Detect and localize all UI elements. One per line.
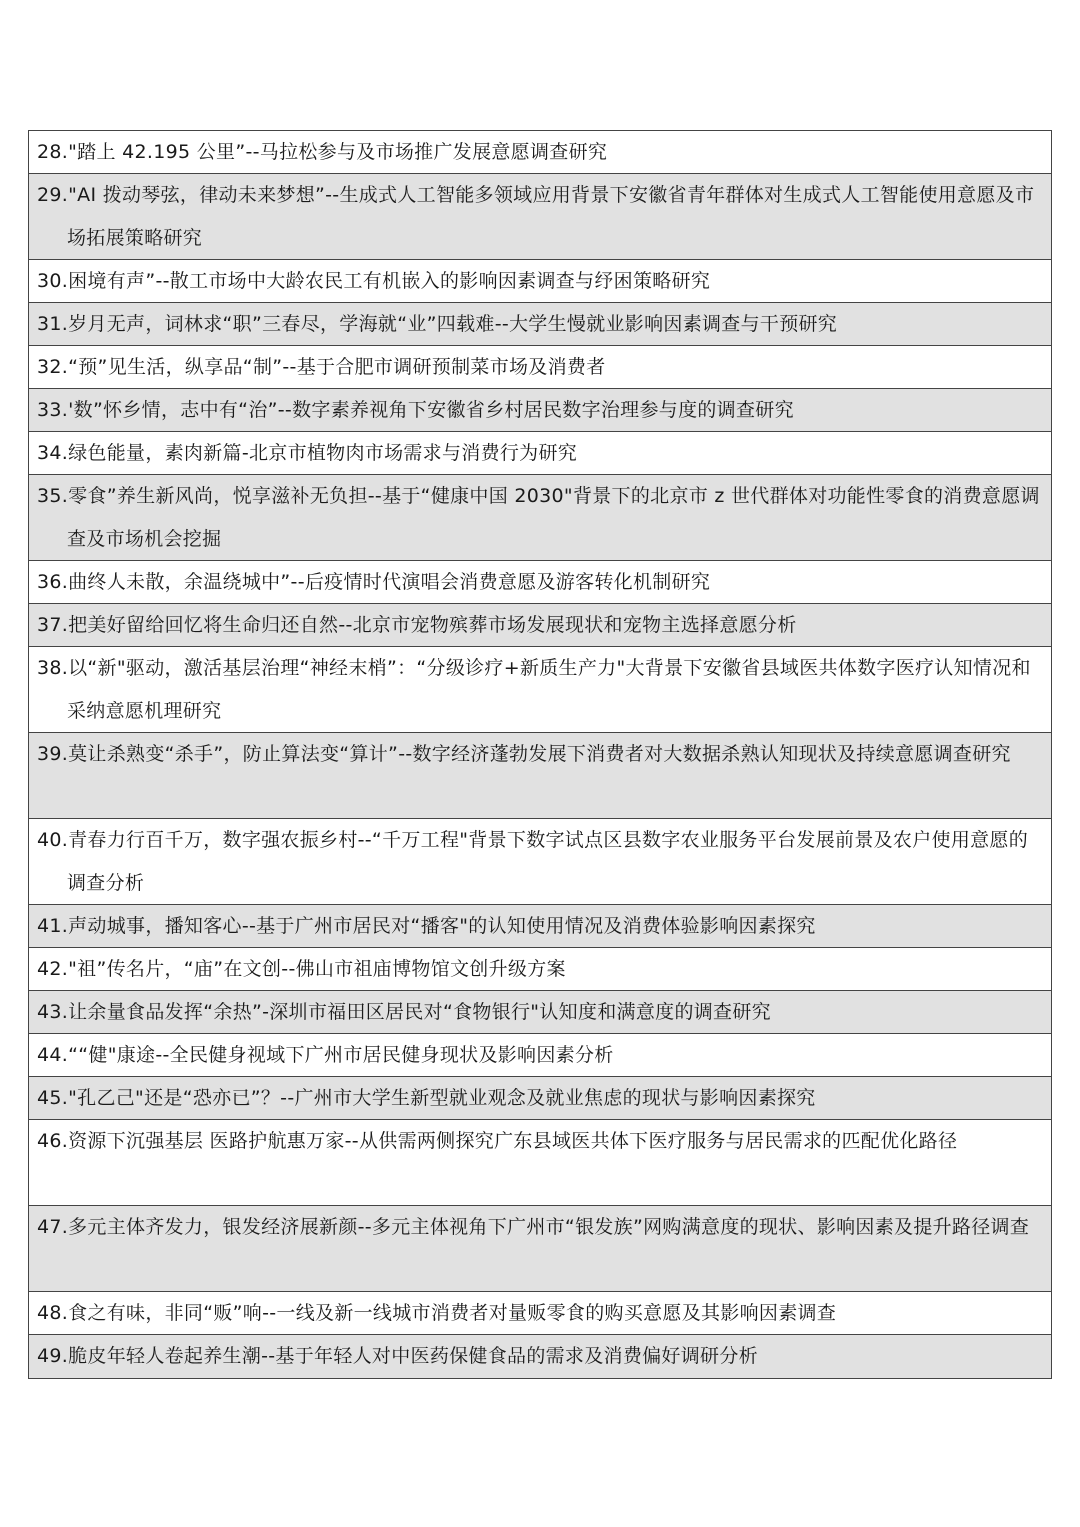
list-item: 33.'数”怀乡情，志中有“治”--数字素养视角下安徽省乡村居民数字治理参与度的调查研究 [29, 389, 1051, 432]
list-item: 41.声动城事，播知客心--基于广州市居民对“播客"的认知使用情况及消费体验影响因素探究 [29, 905, 1051, 948]
list-item: 38.以“新"驱动，激活基层治理“神经末梢”：“分级诊疗+新质生产力"大背景下安徽省县域医共体数字医疗认知情况和采纳意愿机理研究 [29, 647, 1051, 733]
list-item: 42."祖”传名片，“庙”在文创--佛山市祖庙博物馆文创升级方案 [29, 948, 1051, 991]
list-item: 36.曲终人未散，余温绕城中”--后疫情时代演唱会消费意愿及游客转化机制研究 [29, 561, 1051, 604]
list-item: 49.脆皮年轻人卷起养生潮--基于年轻人对中医药保健食品的需求及消费偏好调研分析 [29, 1335, 1051, 1378]
list-item: 44.““健"康途--全民健身视域下广州市居民健身现状及影响因素分析 [29, 1034, 1051, 1077]
list-item: 46.资源下沉强基层 医路护航惠万家--从供需两侧探究广东县域医共体下医疗服务与居民需求的匹配优化路径 [29, 1120, 1051, 1206]
list-item: 37.把美好留给回忆将生命归还自然--北京市宠物殡葬市场发展现状和宠物主选择意愿分析 [29, 604, 1051, 647]
list-item: 40.青春力行百千万，数字强农振乡村--“千万工程"背景下数字试点区县数字农业服务平台发展前景及农户使用意愿的调查分析 [29, 819, 1051, 905]
list-item: 43.让余量食品发挥“余热”-深圳市福田区居民对“食物银行"认知度和满意度的调查研究 [29, 991, 1051, 1034]
list-item: 47.多元主体齐发力，银发经济展新颜--多元主体视角下广州市“银发族”网购满意度的现状、影响因素及提升路径调查 [29, 1206, 1051, 1292]
list-item: 45."孔乙己"还是“恐亦已”？--广州市大学生新型就业观念及就业焦虑的现状与影响因素探究 [29, 1077, 1051, 1120]
list-item: 39.莫让杀熟变“杀手”，防止算法变“算计”--数字经济蓬勃发展下消费者对大数据杀熟认知现状及持续意愿调查研究 [29, 733, 1051, 819]
list-item: 35.零食”养生新风尚，悦享滋补无负担--基于“健康中国 2030"背景下的北京市 z 世代群体对功能性零食的消费意愿调查及市场机会挖掘 [29, 475, 1051, 561]
list-item: 30.困境有声”--散工市场中大龄农民工有机嵌入的影响因素调查与纾困策略研究 [29, 260, 1051, 303]
list-item: 34.绿色能量，素肉新篇-北京市植物肉市场需求与消费行为研究 [29, 432, 1051, 475]
topic-list-table [28, 130, 1052, 1379]
list-item: 29."AI 拨动琴弦，律动未来梦想”--生成式人工智能多领域应用背景下安徽省青年群体对生成式人工智能使用意愿及市场拓展策略研究 [29, 174, 1051, 260]
list-item: 28."踏上 42.195 公里”--马拉松参与及市场推广发展意愿调查研究 [29, 131, 1051, 174]
list-item: 32.“预”见生活，纵享品“制”--基于合肥市调研预制菜市场及消费者 [29, 346, 1051, 389]
list-item: 31.岁月无声，词林求“职”三春尽，学海就“业”四载难--大学生慢就业影响因素调查与干预研究 [29, 303, 1051, 346]
list-item: 48.食之有味，非同“贩”响--一线及新一线城市消费者对量贩零食的购买意愿及其影响因素调查 [29, 1292, 1051, 1335]
